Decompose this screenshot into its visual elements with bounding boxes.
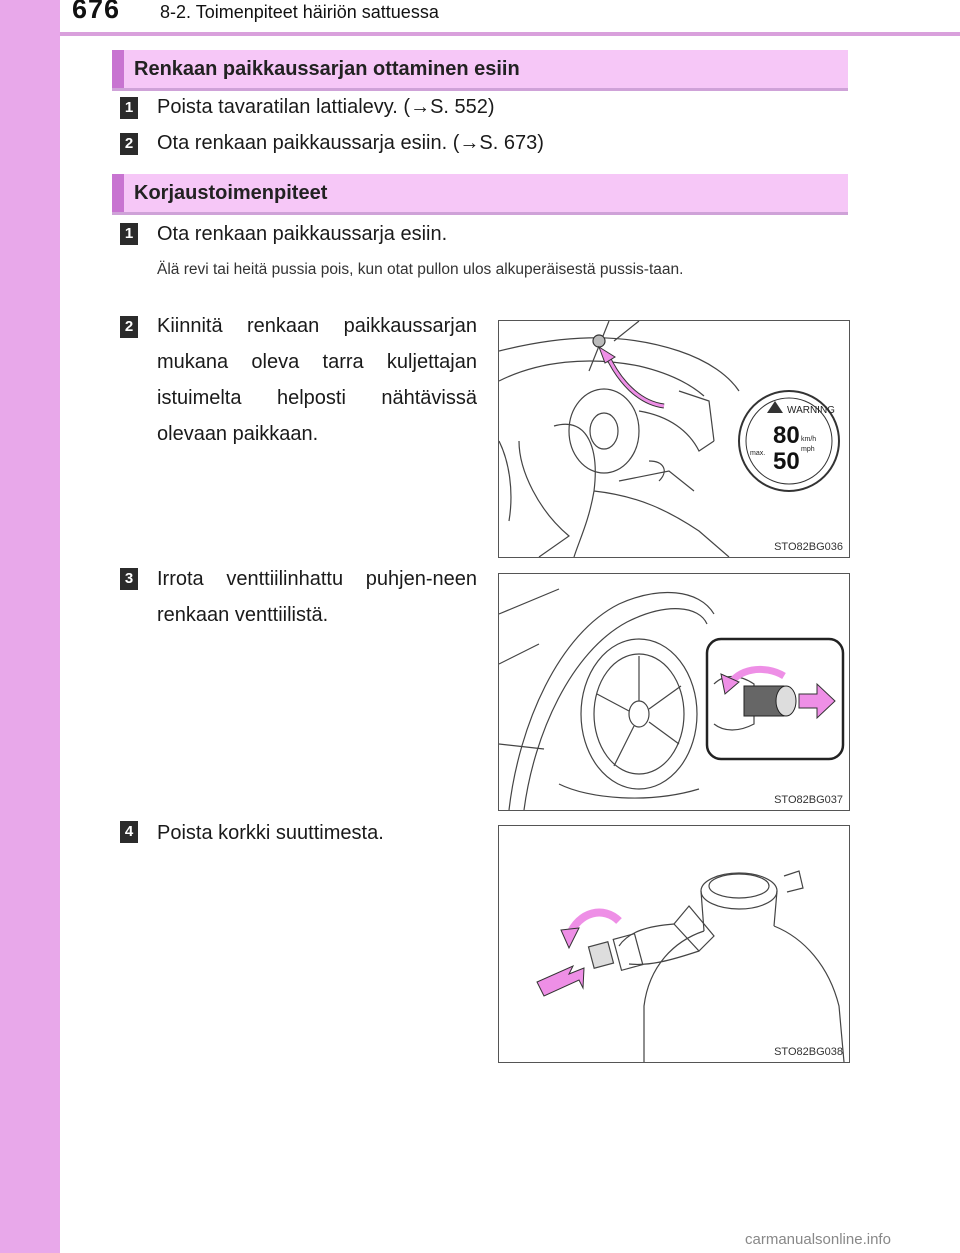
figure-sticker-placement [498,320,850,558]
step-text: Ota renkaan paikkaussarja esiin. [157,223,448,245]
sealant-bottle-illustration [499,826,849,1062]
step-number-badge: 2 [120,316,138,338]
left-margin-strip [0,0,60,1253]
step-note: Älä revi tai heitä pussia pois, kun otat pullon ulos alkuperäisestä pussis-taan. [157,261,684,278]
sticker-kmh-unit: km/h [801,436,817,443]
sticker-mph-unit: mph [801,446,815,453]
heading-accent-bar [112,50,124,88]
page-number: 676 [72,0,121,24]
step-number-badge: 2 [120,133,138,155]
figure-code: STO82BG036 [774,541,843,553]
step-text: Kiinnitä renkaan paikkaussarjan mukana oleva tarra kuljettajan istuimelta helposti nähtävissä olevaan paikkaan. [157,315,477,445]
section-heading-text: Renkaan paikkaussarjan ottaminen esiin [134,58,520,80]
figure-code: STO82BG038 [774,1046,843,1058]
step-text: Poista korkki suuttimesta. [157,822,384,844]
arrow-head [599,347,615,363]
figure-code: STO82BG037 [774,794,843,806]
section-heading-repair [112,174,848,215]
sticker-warning-word: WARNING [787,405,835,416]
step-text: Poista tavaratilan lattialevy. (→S. 552) [157,96,495,118]
pull-out-arrow [537,966,584,996]
section-heading-get-kit [112,50,848,91]
step-number-badge: 3 [120,568,138,590]
tire-valve-illustration [499,574,849,810]
sticker-kmh-value: 80 [773,422,800,449]
watermark: carmanualsonline.info [745,1231,891,1248]
warning-sticker [739,391,839,491]
step-number-badge: 1 [120,223,138,245]
chapter-title: 8-2. Toimenpiteet häiriön sattuessa [160,2,439,22]
step-text: Ota renkaan paikkaussarja esiin. (→S. 673) [157,132,544,154]
step-text: Irrota venttiilinhattu puhjen-neen renkaan venttiilistä. [157,568,477,626]
section-heading-text: Korjaustoimenpiteet [134,182,328,204]
heading-accent-bar [112,174,124,212]
step-number-badge: 1 [120,97,138,119]
header-rule [60,32,960,36]
sticker-location-marker [593,335,605,347]
dashboard-illustration [499,321,849,557]
sticker-mph-value: 50 [773,448,800,475]
step-number-badge: 4 [120,821,138,843]
figure-valve-cap-removal [498,573,850,811]
figure-nozzle-cap-removal [498,825,850,1063]
sticker-max-label: max. [750,450,766,457]
